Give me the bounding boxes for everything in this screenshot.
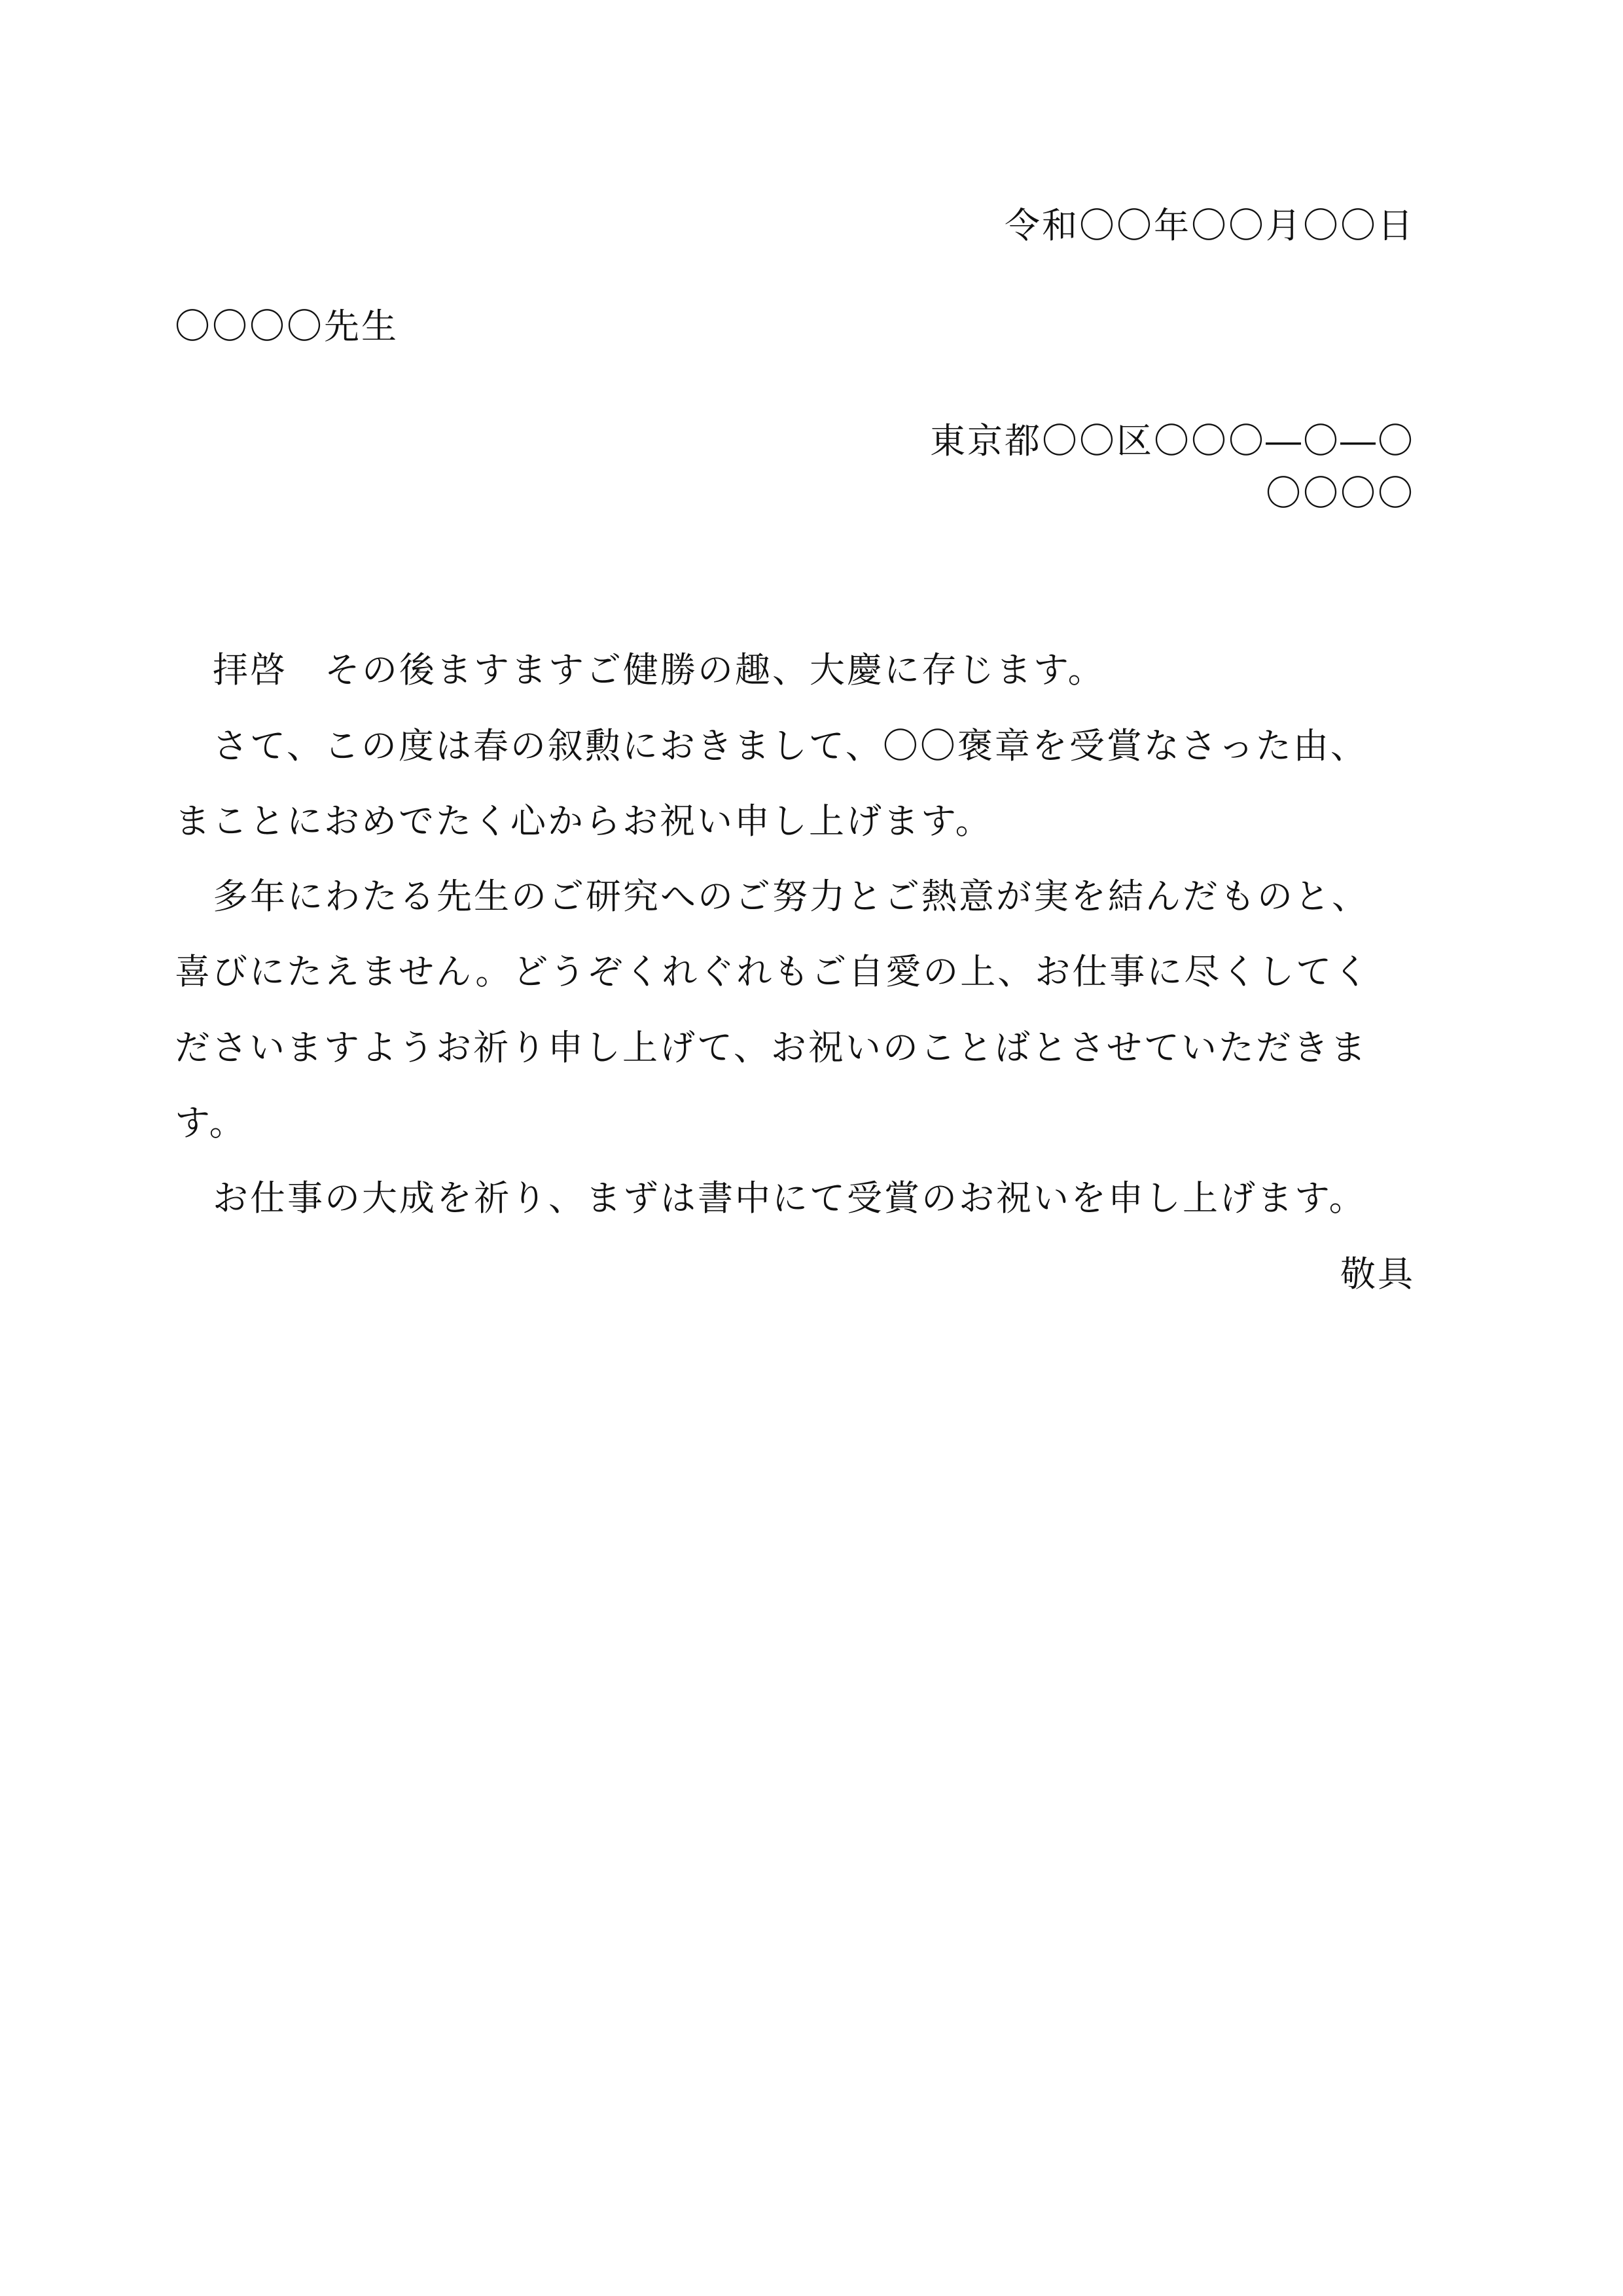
sender-address: 東京都〇〇区〇〇〇―〇―〇: [930, 420, 1415, 461]
body-line: ださいますようお祈り申し上げて、お祝いのことばとさせていただきま: [175, 1027, 1368, 1068]
sender-name: 〇〇〇〇: [1266, 473, 1415, 514]
body-line: 多年にわたる先生のご研究へのご努力とご熱意が実を結んだものと、: [213, 876, 1369, 917]
body-line: す。: [175, 1102, 247, 1143]
body-line-greeting: 拝啓 その後ますますご健勝の趣、大慶に存じます。: [213, 649, 1105, 691]
body-line: お仕事の大成を祈り、まずは書中にて受賞のお祝いを申し上げます。: [213, 1177, 1366, 1219]
body-line: まことにおめでたく心からお祝い申し上げます。: [175, 800, 993, 842]
letter-date: 令和〇〇年〇〇月〇〇日: [1005, 205, 1415, 246]
body-line: さて、この度は春の叙勲におきまして、〇〇褒章を受賞なさった由、: [213, 725, 1368, 766]
body-line: 喜びにたえません。どうぞくれぐれもご自愛の上、お仕事に尽くしてく: [175, 951, 1371, 992]
letter-closing: 敬具: [1340, 1253, 1415, 1295]
letter-recipient: 〇〇〇〇先生: [175, 306, 399, 347]
